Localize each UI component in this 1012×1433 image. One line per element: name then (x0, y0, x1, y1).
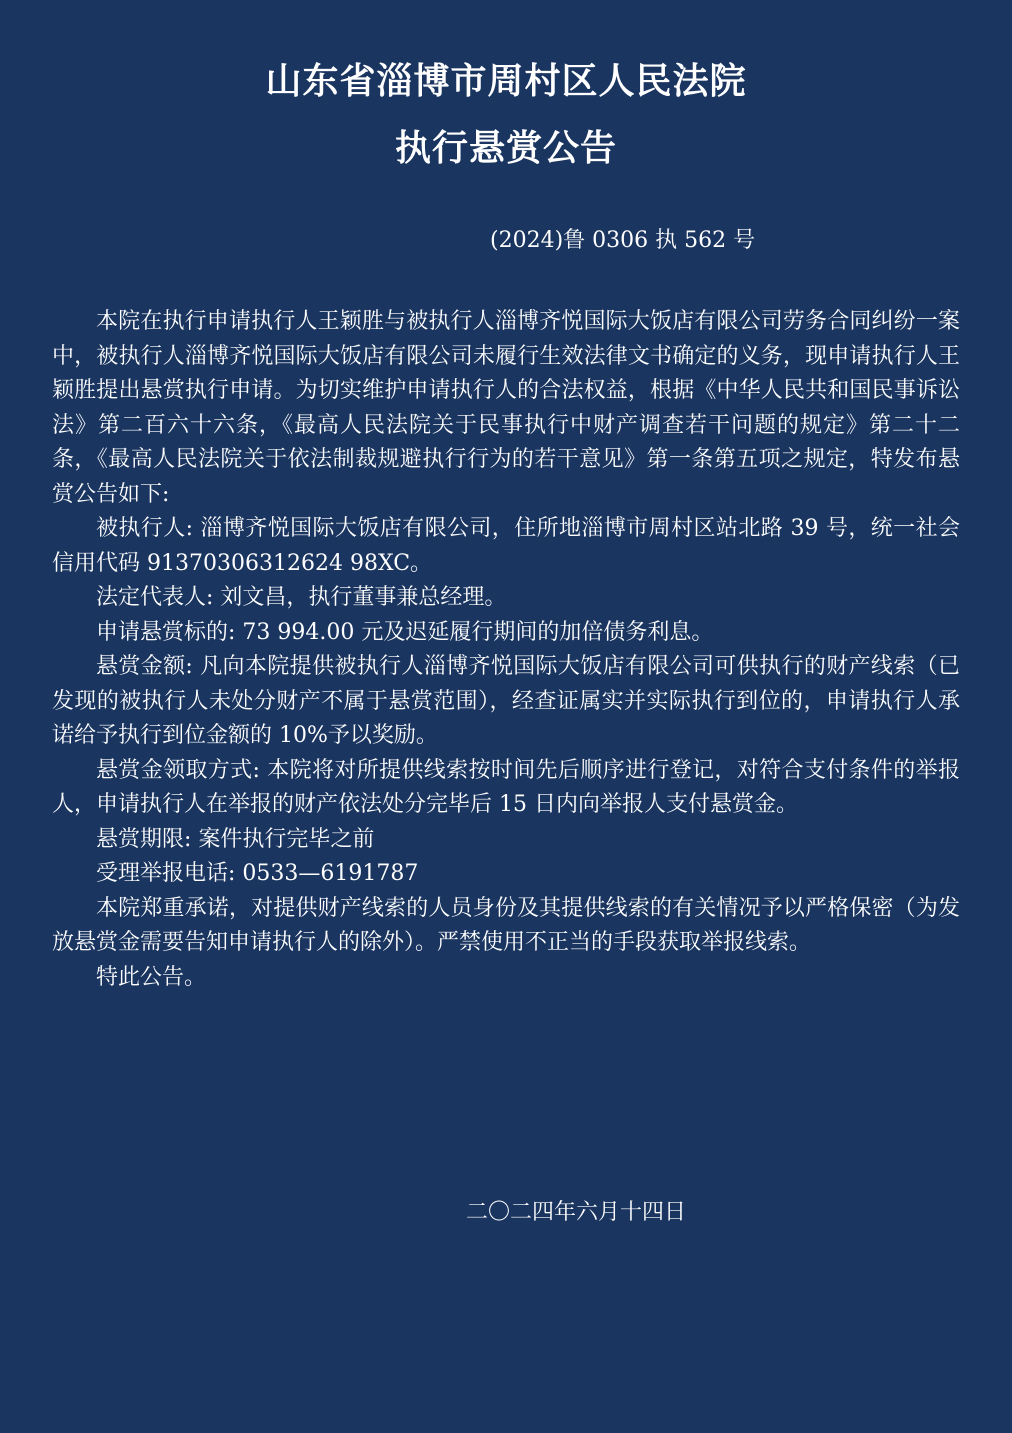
reward-claim-paragraph: 悬赏金领取方式: 本院将对所提供线索按时间先后顺序进行登记，对符合支付条件的举报人，申请执行人在举报的财产依法处分完毕后 15 日内向举报人支付悬赏金。 (52, 757, 960, 817)
reward-period-paragraph: 悬赏期限: 案件执行完毕之前 (96, 826, 375, 852)
intro-paragraph: 本院在执行申请执行人王颖胜与被执行人淄博齐悦国际大饭店有限公司劳务合同纠纷一案中，被执行人淄博齐悦国际大饭店有限公司未履行生效法律文书确定的义务，现申请执行人王颖胜提出悬赏执行申请。为切实维护申请执行人的合法权益，根据《中华人民共和国民事诉讼法》第二百六十六条，《最高人民法院关于民事执行中财产调查若干问题的规定》第二十二条，《最高人民法院关于依法制裁规避执行行为的若干意见》第一条第五项之规定，特发布悬赏公告如下: (52, 309, 960, 507)
notice-date: 二〇二四年六月十四日 (466, 1200, 687, 1225)
case-number: (2024)鲁 0306 执 562 号 (490, 228, 756, 253)
executee-paragraph: 被执行人: 淄博齐悦国际大饭店有限公司，住所地淄博市周村区站北路 39 号，统一社会信用代码 91370306312624 98XC。 (52, 516, 960, 576)
legal-representative-paragraph: 法定代表人: 刘文昌，执行董事兼总经理。 (96, 585, 507, 610)
notice-title: 执行悬赏公告 (394, 128, 617, 169)
court-name-title: 山东省淄博市周村区人民法院 (265, 61, 747, 102)
reward-subject-paragraph: 申请悬赏标的: 73 994.00 元及迟延履行期间的加倍债务利息。 (96, 619, 714, 645)
notice-body (52, 305, 960, 995)
reward-amount-paragraph: 悬赏金额: 凡向本院提供被执行人淄博齐悦国际大饭店有限公司可供执行的财产线索（已发现的被执行人未处分财产不属于悬赏范围），经查证属实并实际执行到位的，申请执行人承诺给予执行到位金额的 10%予以奖励。 (52, 654, 960, 748)
report-phone-paragraph: 受理举报电话: 0533—6191787 (96, 861, 419, 886)
confidentiality-paragraph: 本院郑重承诺，对提供财产线索的人员身份及其提供线索的有关情况予以严格保密（为发放悬赏金需要告知申请执行人的除外）。严禁使用不正当的手段获取举报线索。 (52, 895, 960, 955)
closing-paragraph: 特此公告。 (96, 964, 207, 990)
